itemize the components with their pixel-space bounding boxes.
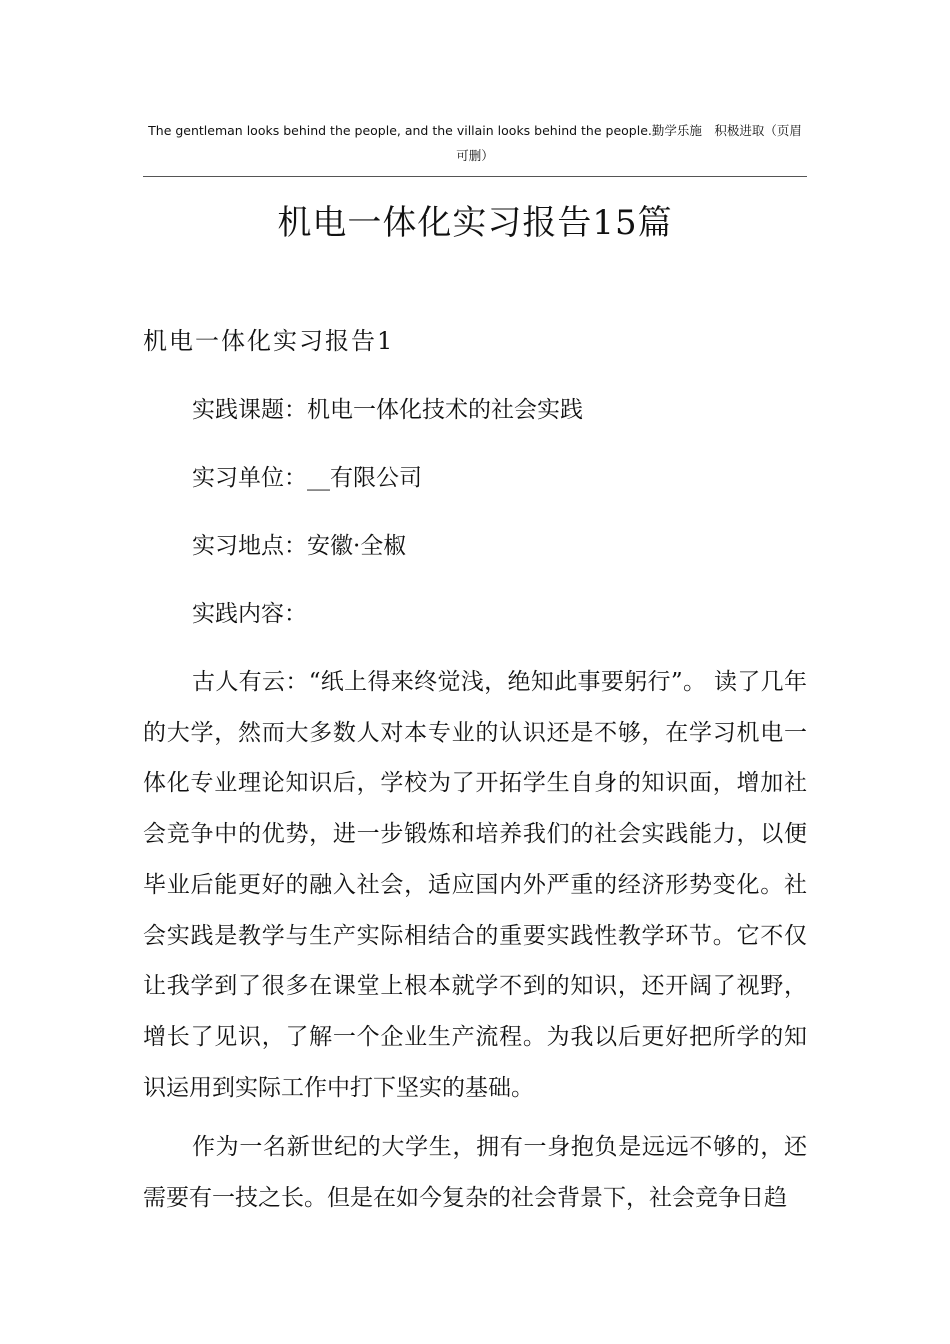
document-title: 机电一体化实习报告15篇	[277, 203, 673, 243]
section-heading: 机电一体化实习报告1	[143, 327, 395, 355]
field-internship-location: 实习地点：安徽·全椒	[192, 533, 407, 559]
field-internship-unit: 实习单位：__有限公司	[192, 465, 422, 491]
field-practice-content: 实践内容：	[192, 601, 307, 627]
body-paragraph: 古人有云：“纸上得来终觉浅，绝知此事要躬行”。 读了几年的大学，然而大多数人对本专业的认识还是不够，在学习机电一体化专业理论知识后，学校为了开拓学生自身的知识面，增加社会竞争中的优势，进一步锻炼和培养我们的社会实践能力，以便毕业后能更好的融入社会，适应国内外严重的经济形势变化。社会实践是教学与生产实际相结合的重要实践性教学环节。它不仅让我学到了很多在课堂上根本就学不到的知识，还开阔了视野，增长了见识，了解一个企业生产流程。为我以后更好把所学的知识运用到实际工作中打下坚实的基础。	[143, 669, 807, 1101]
field-practice-topic: 实践课题：机电一体化技术的社会实践	[192, 397, 583, 423]
header-divider	[143, 176, 807, 177]
running-header: The gentleman looks behind the people, and the villain looks behind the people.勤学乐施 积极进取（页眉可删）	[148, 123, 802, 163]
body-paragraph: 作为一名新世纪的大学生，拥有一身抱负是远远不够的，还需要有一技之长。但是在如今复杂的社会背景下，社会竞争日趋	[143, 1134, 807, 1211]
